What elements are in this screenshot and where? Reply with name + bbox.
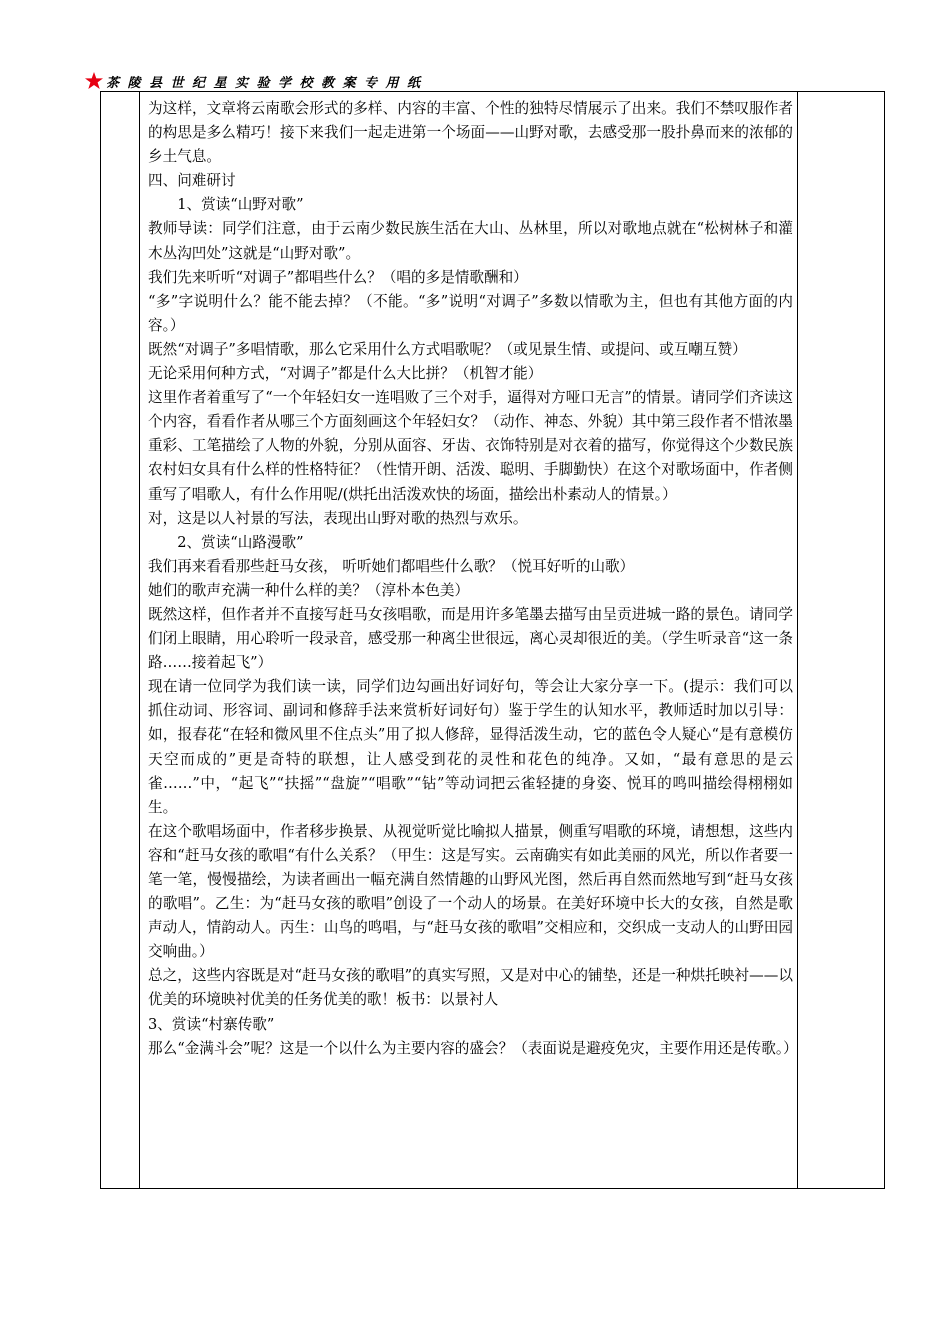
- paragraph: 我们先来听听“对调子”都唱些什么？（唱的多是情歌酬和）: [148, 268, 528, 286]
- paragraph: 这里作者着重写了“一个年轻妇女一连唱败了三个对手，逼得对方哑口无言”的情景。请同学们齐读这个内容，看看作者从哪三个方面刻画这个年轻妇女？（动作、神态、外貌）其中第三段作者不惜浓墨重彩、工笔描绘了人物的外貌，分别从面容、牙齿、衣饰特别是对衣着的描写，你觉得这个少数民族农村妇女具有什么样的性格特征？（性情开朗、活泼、聪明、手脚勤快）在这个对歌场面中，作者侧重写了唱歌人，有什么作用呢/(烘托出活泼欢快的场面，描绘出朴素动人的情景。）: [148, 389, 793, 503]
- paragraph: 她们的歌声充满一种什么样的美？（淳朴本色美）: [148, 581, 470, 599]
- paragraph: 既然这样，但作者并不直接写赶马女孩唱歌，而是用许多笔墨去描写由呈贡进城一路的景色。请同学们闭上眼睛，用心聆听一段录音，感受那一种离尘世很远，离心灵却很近的美。（学生听录音“这一条路……接着起飞”）: [148, 605, 793, 672]
- lesson-plan-table: [100, 92, 885, 1189]
- paragraph: 我们再来看看那些赶马女孩， 听听她们都唱些什么歌？（悦耳好听的山歌）: [148, 557, 635, 575]
- page-header: [84, 70, 429, 92]
- subsection-heading: 3、赏读“村寨传歌”: [148, 1015, 275, 1033]
- paragraph: 总之，这些内容既是对“赶马女孩的歌唱”的真实写照，又是对中心的铺垫，还是一种烘托映衬——以优美的环境映衬优美的任务优美的歌！板书：以景衬人: [148, 967, 793, 1009]
- paragraph: 那么“金满斗会”呢？这是一个以什么为主要内容的盛会？（表面说是避疫免灾，主要作用还是传歌。）: [148, 1039, 798, 1057]
- paragraph: 现在请一位同学为我们读一读，同学们边勾画出好词好句，等会让大家分享一下。(提示：我们可以抓住动词、形容词、副词和修辞手法来赏析好词好句）鉴于学生的认知水平，教师适时加以引导：如，报春花“在轻和微风里不住点头”用了拟人修辞，显得活泼生动，它的蓝色令人疑心“是有意模仿天空而成的”更是奇特的联想，让人感受到花的灵性和花色的纯净。又如，“最有意思的是云雀……”中，“起飞”“扶摇”“盘旋”“唱歌”“钻”等动词把云雀轻捷的身姿、悦耳的鸣叫描绘得栩栩如生。: [148, 678, 793, 816]
- right-column: [797, 92, 884, 1188]
- paragraph: 在这个歌唱场面中，作者移步换景、从视觉听觉比喻拟人描景，侧重写唱歌的环境，请想想，这些内容和“赶马女孩的歌唱“有什么关系？（甲生：这是写实。云南确实有如此美丽的风光，所以作者要一笔一笔，慢慢描绘，为读者画出一幅充满自然情趣的山野风光图，然后再自然而然地写到“赶马女孩的歌唱”。乙生：为“赶马女孩的歌唱”创设了一个动人的场景。在美好环境中长大的女孩，自然是歌声动人，情韵动人。丙生：山鸟的鸣唱，与“赶马女孩的歌唱”交相应和，交织成一支动人的山野田园交响曲。）: [148, 822, 793, 961]
- paragraph: 为这样，文章将云南歌会形式的多样、内容的丰富、个性的独特尽情展示了出来。我们不禁叹服作者的构思是多么精巧！接下来我们一起走进第一个场面——山野对歌，去感受那一股扑鼻而来的浓郁的乡土气息。: [148, 100, 793, 166]
- paragraph: 既然“对调子”多唱情歌，那么它采用什么方式唱歌呢？（或见景生情、或提问、或互嘲互赞）: [148, 340, 747, 358]
- left-column: [101, 92, 140, 1188]
- lesson-content: [148, 97, 798, 1061]
- subsection-heading: 1、赏读“山野对歌”: [177, 196, 304, 214]
- red-star-icon: [84, 71, 104, 91]
- header-title: 茶陵县世纪星实验学校教案专用纸: [106, 75, 429, 91]
- section-heading: 四、问难研讨: [148, 172, 236, 190]
- paragraph: 无论采用何种方式，“对调子”都是什么大比拼？（机智才能）: [148, 365, 543, 383]
- paragraph: 对，这是以人衬景的写法，表现出山野对歌的热烈与欢乐。: [148, 509, 528, 527]
- paragraph: 教师导读：同学们注意，由于云南少数民族生活在大山、丛林里，所以对歌地点就在“松树林子和灌木丛沟凹处”这就是“山野对歌”。: [148, 220, 793, 262]
- subsection-heading: 2、赏读“山路漫歌”: [177, 533, 304, 551]
- paragraph: “多”字说明什么？能不能去掉？（不能。“多”说明“对调子”多数以情歌为主，但也有其他方面的内容。）: [148, 292, 793, 334]
